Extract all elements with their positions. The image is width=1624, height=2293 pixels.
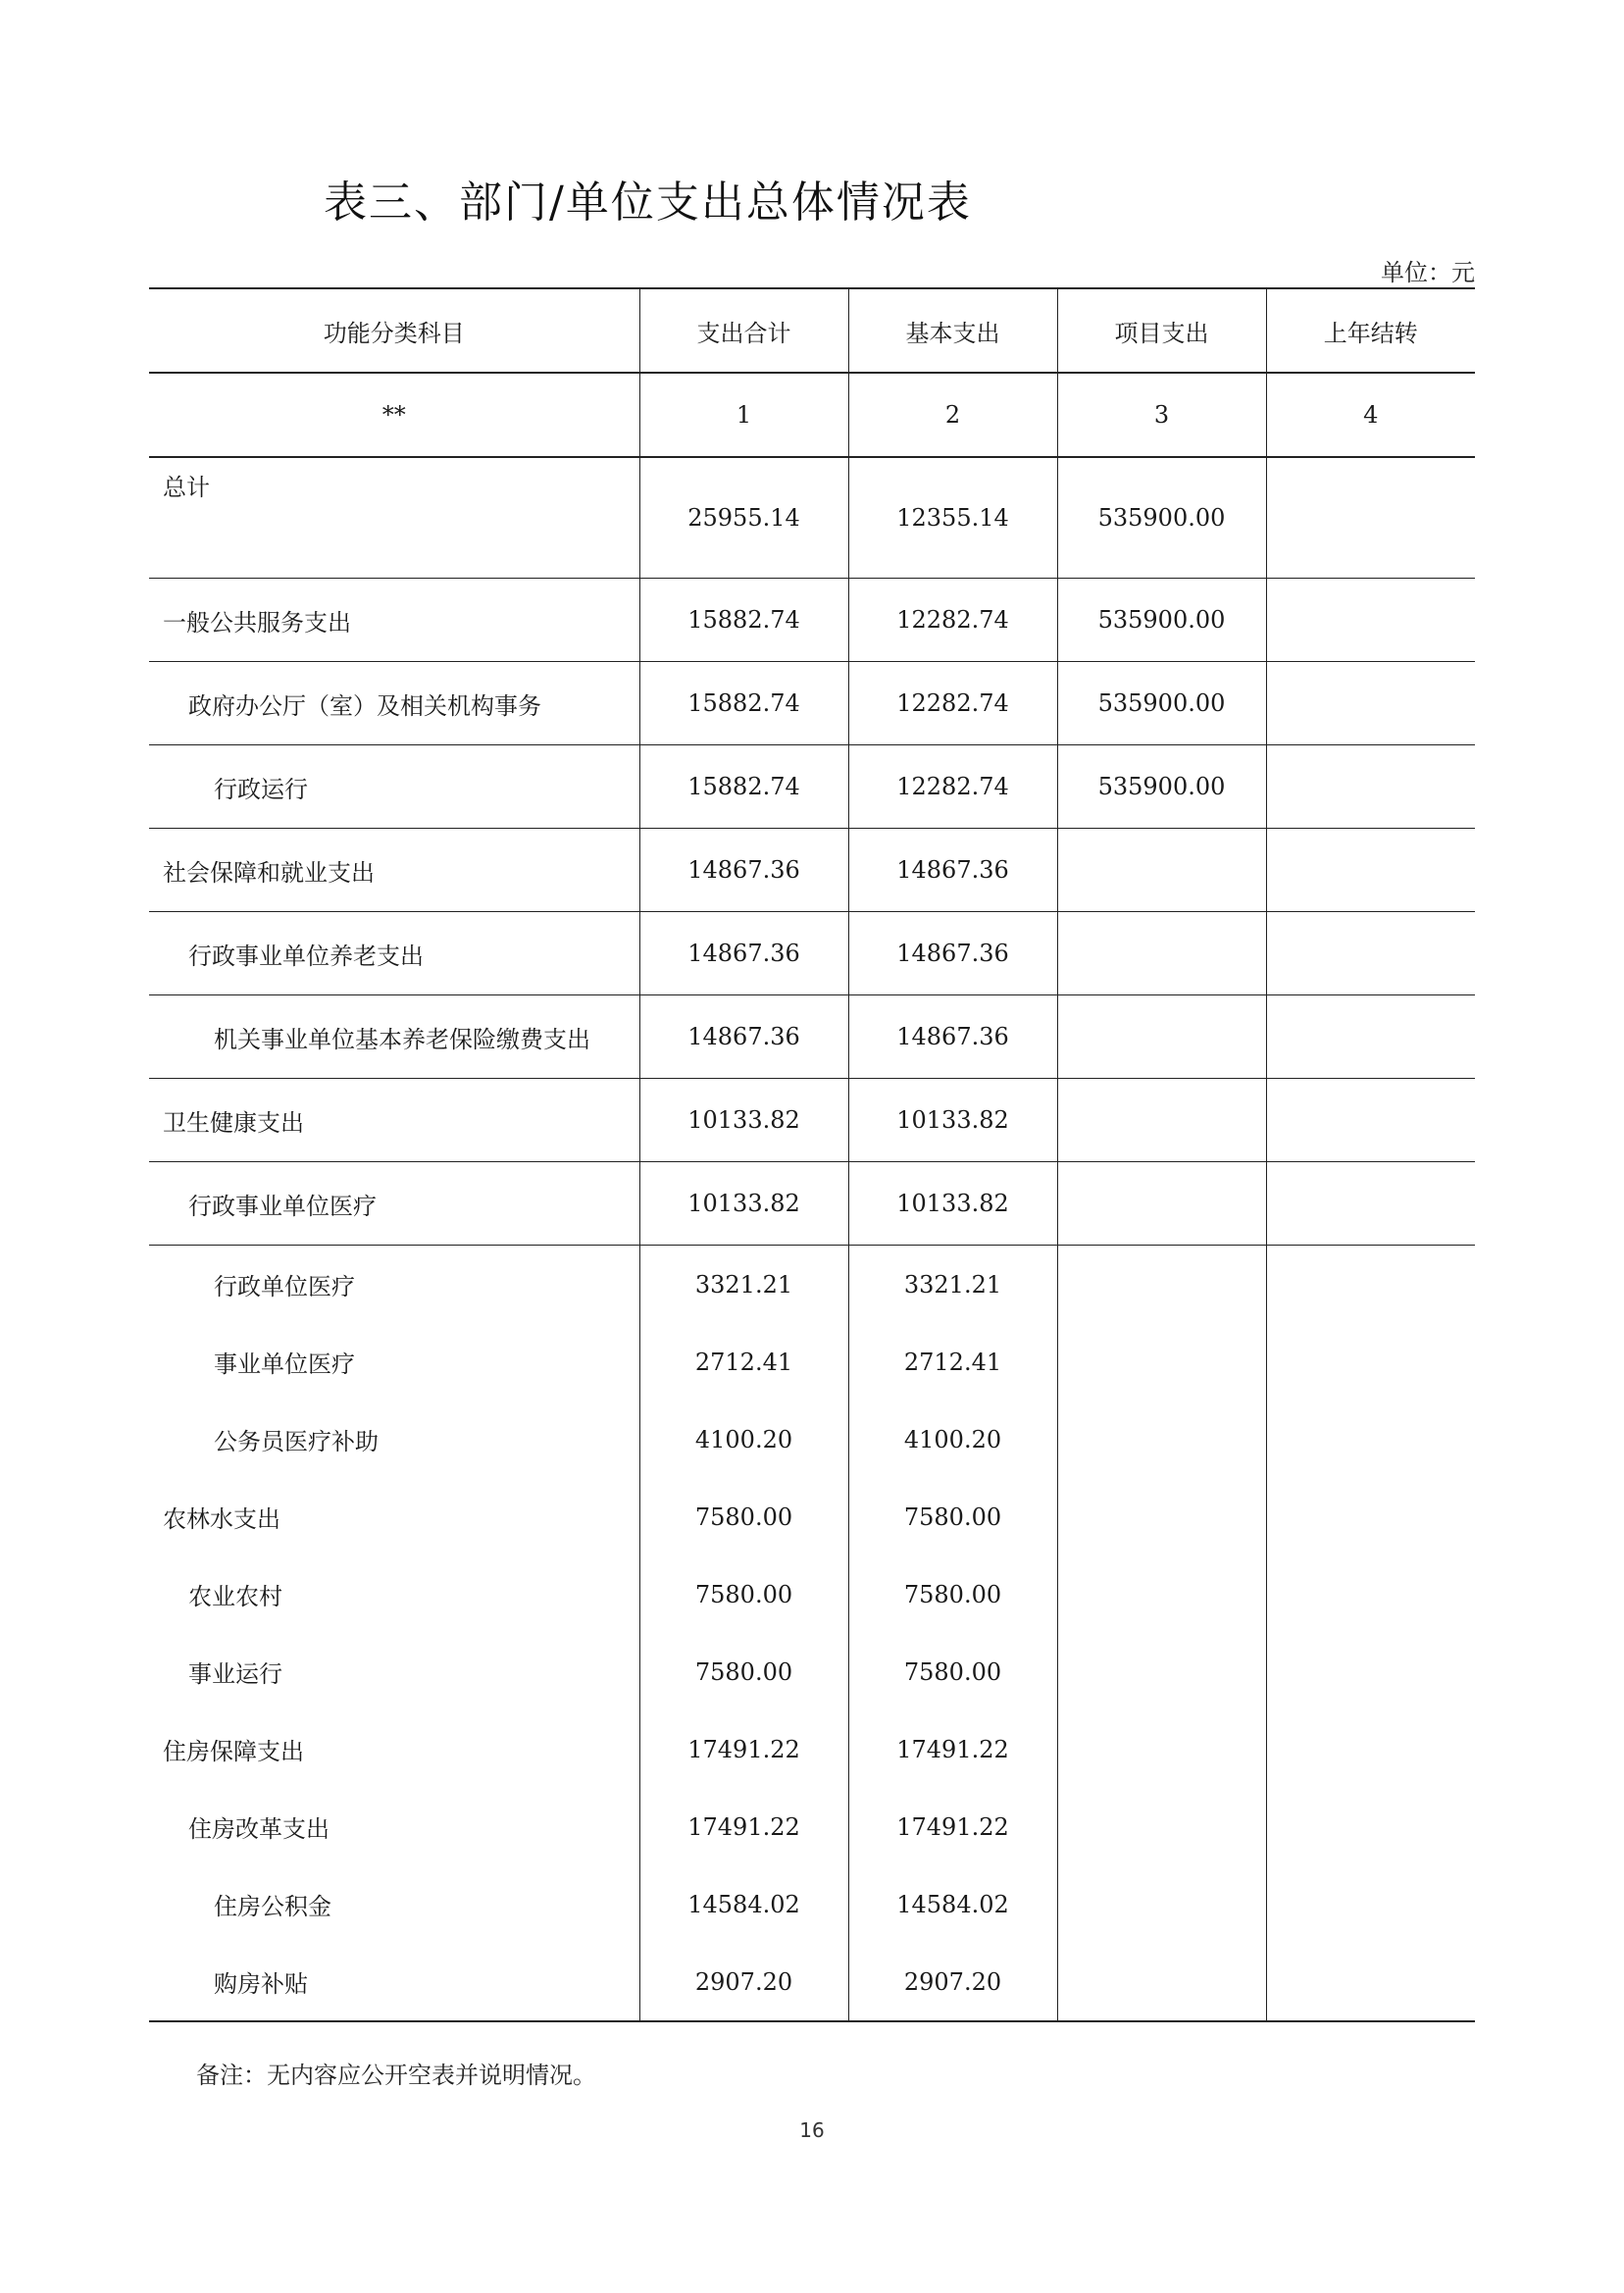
basic-cell: 2907.20: [848, 1943, 1057, 2021]
basic-cell: 12355.14: [848, 457, 1057, 579]
total-cell: 14584.02: [639, 1865, 848, 1943]
table-row: [149, 1865, 1475, 1943]
project-cell: [1057, 1633, 1266, 1710]
category-cell: 行政事业单位医疗: [149, 1162, 639, 1246]
carryover-cell: [1266, 1788, 1475, 1865]
carryover-cell: [1266, 1710, 1475, 1788]
project-cell: [1057, 1323, 1266, 1401]
carryover-cell: [1266, 1323, 1475, 1401]
category-cell: 机关事业单位基本养老保险缴费支出: [149, 995, 639, 1079]
carryover-cell: [1266, 995, 1475, 1079]
project-cell: 535900.00: [1057, 662, 1266, 745]
basic-cell: 14867.36: [848, 829, 1057, 912]
basic-cell: 10133.82: [848, 1079, 1057, 1162]
carryover-cell: [1266, 1633, 1475, 1710]
total-cell: 14867.36: [639, 912, 848, 995]
table-row: [149, 457, 1475, 579]
category-cell: 行政事业单位养老支出: [149, 912, 639, 995]
category-cell: 事业单位医疗: [149, 1323, 639, 1401]
table-title: 表三、部门/单位支出总体情况表: [324, 178, 972, 228]
table-row: [149, 912, 1475, 995]
index-cell: **: [149, 373, 639, 457]
total-cell: 2907.20: [639, 1943, 848, 2021]
total-cell: 15882.74: [639, 662, 848, 745]
total-cell: 14867.36: [639, 829, 848, 912]
header-basic: 基本支出: [848, 288, 1057, 373]
table-row: [149, 995, 1475, 1079]
basic-cell: 7580.00: [848, 1478, 1057, 1555]
table-row: [149, 1943, 1475, 2021]
category-cell: 一般公共服务支出: [149, 579, 639, 662]
total-cell: 15882.74: [639, 579, 848, 662]
header-carryover: 上年结转: [1266, 288, 1475, 373]
header-category: 功能分类科目: [149, 288, 639, 373]
project-cell: [1057, 995, 1266, 1079]
category-cell: 总计: [149, 457, 639, 579]
carryover-cell: [1266, 457, 1475, 579]
table-row: [149, 1555, 1475, 1633]
total-cell: 2712.41: [639, 1323, 848, 1401]
total-cell: 25955.14: [639, 457, 848, 579]
total-cell: 10133.82: [639, 1079, 848, 1162]
total-cell: 17491.22: [639, 1710, 848, 1788]
table-row: [149, 1633, 1475, 1710]
table-row: [149, 1788, 1475, 1865]
carryover-cell: [1266, 912, 1475, 995]
project-cell: [1057, 1246, 1266, 1324]
category-cell: 社会保障和就业支出: [149, 829, 639, 912]
table-row: [149, 1710, 1475, 1788]
project-cell: [1057, 1710, 1266, 1788]
project-cell: [1057, 829, 1266, 912]
table-row: [149, 662, 1475, 745]
basic-cell: 12282.74: [848, 745, 1057, 829]
basic-cell: 10133.82: [848, 1162, 1057, 1246]
category-cell: 农林水支出: [149, 1478, 639, 1555]
expenditure-table: [149, 287, 1475, 2022]
total-cell: 15882.74: [639, 745, 848, 829]
category-cell: 卫生健康支出: [149, 1079, 639, 1162]
basic-cell: 14867.36: [848, 995, 1057, 1079]
carryover-cell: [1266, 662, 1475, 745]
project-cell: [1057, 1865, 1266, 1943]
category-cell: 事业运行: [149, 1633, 639, 1710]
basic-cell: 12282.74: [848, 662, 1057, 745]
basic-cell: 14867.36: [848, 912, 1057, 995]
project-cell: [1057, 1162, 1266, 1246]
carryover-cell: [1266, 1943, 1475, 2021]
table-row: [149, 1246, 1475, 1324]
footnote: 备注：无内容应公开空表并说明情况。: [196, 2062, 596, 2089]
project-cell: [1057, 912, 1266, 995]
total-cell: 10133.82: [639, 1162, 848, 1246]
basic-cell: 3321.21: [848, 1246, 1057, 1324]
table-row: [149, 1079, 1475, 1162]
carryover-cell: [1266, 579, 1475, 662]
category-cell: 行政单位医疗: [149, 1246, 639, 1324]
table-row: [149, 829, 1475, 912]
carryover-cell: [1266, 1246, 1475, 1324]
total-cell: 14867.36: [639, 995, 848, 1079]
project-cell: 535900.00: [1057, 579, 1266, 662]
total-cell: 17491.22: [639, 1788, 848, 1865]
page-number: 16: [799, 2118, 825, 2142]
project-cell: [1057, 1401, 1266, 1478]
total-cell: 7580.00: [639, 1478, 848, 1555]
basic-cell: 2712.41: [848, 1323, 1057, 1401]
basic-cell: 7580.00: [848, 1555, 1057, 1633]
carryover-cell: [1266, 829, 1475, 912]
header-project: 项目支出: [1057, 288, 1266, 373]
total-cell: 4100.20: [639, 1401, 848, 1478]
basic-cell: 14584.02: [848, 1865, 1057, 1943]
category-cell: 住房保障支出: [149, 1710, 639, 1788]
table-row: [149, 1323, 1475, 1401]
category-cell: 公务员医疗补助: [149, 1401, 639, 1478]
basic-cell: 7580.00: [848, 1633, 1057, 1710]
project-cell: [1057, 1079, 1266, 1162]
total-cell: 7580.00: [639, 1633, 848, 1710]
carryover-cell: [1266, 1478, 1475, 1555]
header-row: [149, 288, 1475, 373]
project-cell: [1057, 1788, 1266, 1865]
project-cell: [1057, 1943, 1266, 2021]
project-cell: 535900.00: [1057, 457, 1266, 579]
header-total: 支出合计: [639, 288, 848, 373]
category-cell: 政府办公厅（室）及相关机构事务: [149, 662, 639, 745]
category-cell: 住房公积金: [149, 1865, 639, 1943]
index-cell: 1: [639, 373, 848, 457]
project-cell: [1057, 1478, 1266, 1555]
basic-cell: 17491.22: [848, 1710, 1057, 1788]
index-cell: 3: [1057, 373, 1266, 457]
table-row: [149, 745, 1475, 829]
table-row: [149, 1162, 1475, 1246]
carryover-cell: [1266, 1079, 1475, 1162]
table-row: [149, 1401, 1475, 1478]
basic-cell: 17491.22: [848, 1788, 1057, 1865]
unit-label: 单位：元: [1381, 259, 1475, 286]
carryover-cell: [1266, 1865, 1475, 1943]
table-row: [149, 579, 1475, 662]
table-row: [149, 1478, 1475, 1555]
basic-cell: 4100.20: [848, 1401, 1057, 1478]
project-cell: [1057, 1555, 1266, 1633]
index-cell: 2: [848, 373, 1057, 457]
basic-cell: 12282.74: [848, 579, 1057, 662]
carryover-cell: [1266, 1162, 1475, 1246]
total-cell: 7580.00: [639, 1555, 848, 1633]
total-cell: 3321.21: [639, 1246, 848, 1324]
index-row: [149, 373, 1475, 457]
project-cell: 535900.00: [1057, 745, 1266, 829]
category-cell: 农业农村: [149, 1555, 639, 1633]
category-cell: 住房改革支出: [149, 1788, 639, 1865]
carryover-cell: [1266, 745, 1475, 829]
category-cell: 购房补贴: [149, 1943, 639, 2021]
index-cell: 4: [1266, 373, 1475, 457]
carryover-cell: [1266, 1555, 1475, 1633]
category-cell: 行政运行: [149, 745, 639, 829]
carryover-cell: [1266, 1401, 1475, 1478]
